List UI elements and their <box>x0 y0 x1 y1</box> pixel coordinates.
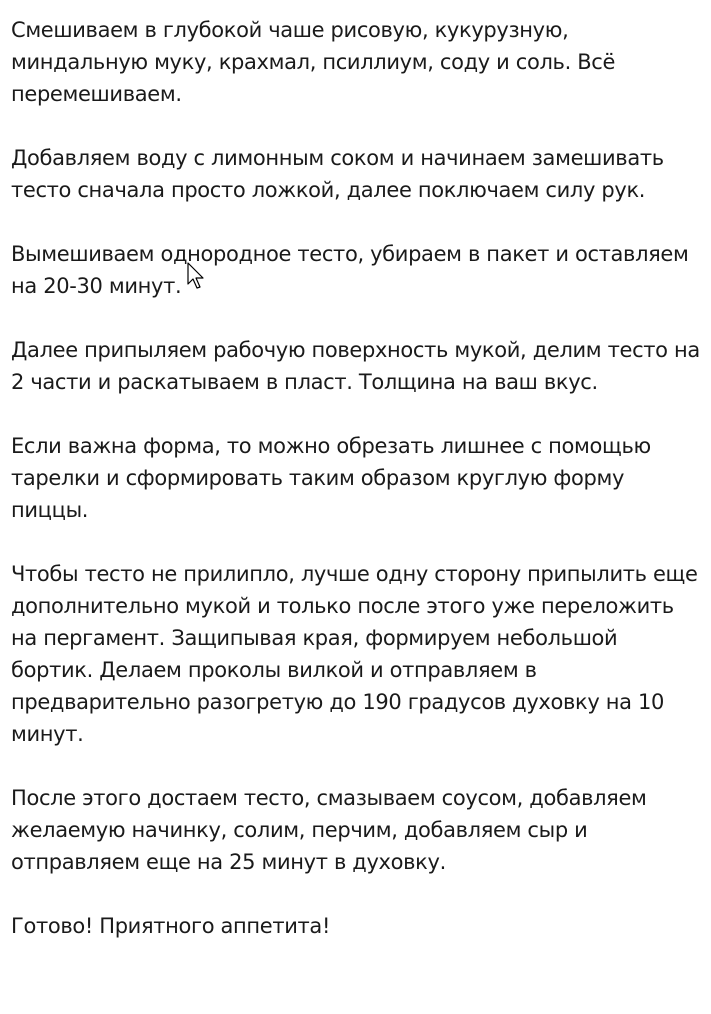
recipe-step-1: Смешиваем в глубокой чаше рисовую, кукурузную, миндальную муку, крахмал, псиллиум, соду и соль. Всё перемешиваем. <box>11 18 616 106</box>
recipe-step-3: Вымешиваем однородное тесто, убираем в пакет и оставляем на 20-30 минут. <box>11 242 689 298</box>
recipe-step-final: Готово! Приятного аппетита! <box>11 914 331 938</box>
mouse-pointer-icon <box>187 262 207 292</box>
recipe-step-4: Далее припыляем рабочую поверхность мукой, делим тесто на 2 части и раскатываем в пласт. Толщина на ваш вкус. <box>11 338 700 394</box>
recipe-step-2: Добавляем воду с лимонным соком и начинаем замешивать тесто сначала просто ложкой, далее поключаем силу рук. <box>11 146 664 202</box>
recipe-step-7: После этого достаем тесто, смазываем соусом, добавляем желаемую начинку, солим, перчим, добавляем сыр и отправляем еще на 25 минут в духовку. <box>11 786 647 874</box>
recipe-step-6: Чтобы тесто не прилипло, лучше одну сторону припылить еще дополнительно мукой и только после этого уже переложить на пергамент. Защипывая края, формируем небольшой бортик. Делаем проколы вилкой и отправляем в предварительно разогретую до 190 градусов духовку на 10 минут. <box>11 562 698 746</box>
recipe-step-5: Если важна форма, то можно обрезать лишнее с помощью тарелки и сформировать таким образом круглую форму пиццы. <box>11 434 651 522</box>
recipe-text <box>11 14 703 942</box>
